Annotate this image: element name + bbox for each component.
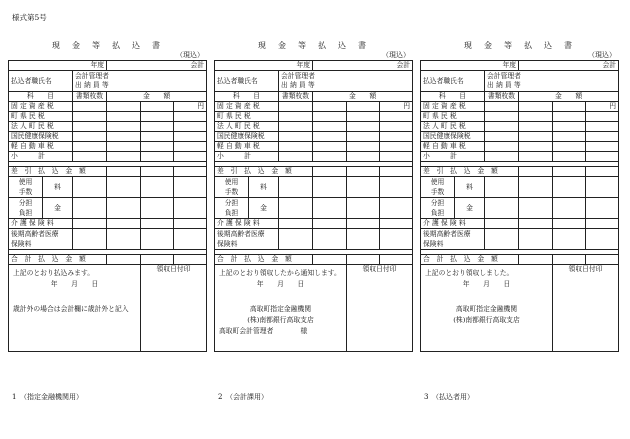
amount-cell[interactable] [313,229,347,250]
amount-cell[interactable] [347,198,380,219]
item-label: 小 計 [421,152,485,162]
item-row [215,112,413,122]
message-area [421,265,553,352]
amount-cell[interactable] [174,255,207,265]
slip-footer: 1 （指定金融機関用） [12,393,83,401]
elderly-insurance-text: 後期高齢者医療 [217,230,265,238]
amount-cell[interactable] [380,132,413,142]
date-line: 年 月 日 [256,280,305,288]
amount-cell[interactable] [107,142,141,152]
amount-cell[interactable] [107,112,141,122]
amount-cell[interactable] [174,219,207,229]
count-cell[interactable] [73,229,107,250]
amount-cell[interactable] [313,122,347,132]
amount-cell[interactable] [553,142,586,152]
elderly-insurance-text: 保険料 [217,240,238,248]
usage-fee-text: 手数 [18,188,33,196]
item-label: 国民健康保険税 [421,132,485,142]
count-cell[interactable] [279,132,313,142]
amount-cell[interactable] [553,132,586,142]
amount-cell[interactable] [141,198,174,219]
count-cell[interactable] [485,152,519,162]
amount-cell[interactable] [553,177,586,198]
amount-cell[interactable] [141,132,174,142]
date-line: 年 月 日 [462,280,511,288]
amount-cell[interactable] [347,122,380,132]
item-label: 国民健康保険税 [9,132,73,142]
payment-slip [8,40,206,400]
column-count: 書類枚数 [73,92,107,102]
usage-fee-a [421,177,455,198]
deduction-label: 差 引 払 込 金 額 [421,167,519,177]
message-area [215,265,347,352]
amount-cell[interactable] [553,255,586,265]
amount-cell[interactable] [519,102,553,112]
count-cell[interactable] [485,229,519,250]
amount-cell[interactable] [313,219,347,229]
count-cell[interactable] [279,177,313,198]
amount-cell[interactable] [174,132,207,142]
count-cell[interactable] [279,198,313,219]
count-cell[interactable] [279,152,313,162]
amount-cell[interactable] [107,102,141,112]
usage-fee-text: 手数 [430,188,445,196]
amount-cell[interactable] [553,229,586,250]
payment-slip [214,40,412,400]
amount-cell[interactable] [380,112,413,122]
amount-cell[interactable] [347,219,380,229]
payer-value[interactable] [279,71,413,92]
item-label: 町 県 民 税 [421,112,485,122]
bank-line: 高取町指定金融機関 [455,305,518,313]
slip-footer: 3 （払込者用） [424,393,474,401]
amount-cell[interactable] [141,152,174,162]
amount-cell[interactable] [586,112,619,122]
slip-title: 現 金 等 払 込 書 [52,41,162,50]
item-row [215,102,413,112]
item-label: 法 人 町 民 税 [9,122,73,132]
amount-cell[interactable] [141,167,174,177]
count-cell[interactable] [73,198,107,219]
item-row [9,112,207,122]
item-label: 町 県 民 税 [215,112,279,122]
payer-label: 払込者職氏名 [215,71,279,92]
amount-cell[interactable] [107,229,141,250]
amount-cell[interactable] [174,122,207,132]
amount-cell[interactable] [107,167,141,177]
fiscal-year-cell[interactable]: 年度 [421,61,519,71]
amount-cell[interactable] [347,132,380,142]
amount-cell[interactable] [347,152,380,162]
slip-message: 上記のとおり領収しました。 [425,269,514,277]
item-row [421,102,619,112]
amount-cell[interactable] [313,255,347,265]
item-label: 軽 自 動 車 税 [9,142,73,152]
fiscal-year-cell[interactable]: 年度 [9,61,107,71]
usage-fee-c: 料 [43,177,73,198]
count-cell[interactable] [73,142,107,152]
amount-cell[interactable] [519,255,553,265]
share-fee-c: 金 [249,198,279,219]
receipt-stamp-label: 領収日付印 [156,265,191,273]
fiscal-year-cell[interactable]: 年度 [215,61,313,71]
amount-cell[interactable] [519,198,553,219]
payer-label: 払込者職氏名 [9,71,73,92]
share-fee-text: 分担 [224,199,239,207]
amount-cell[interactable] [141,255,174,265]
share-fee-text: 分担 [18,199,33,207]
column-amount: 金 額 [313,92,413,102]
count-cell[interactable] [73,219,107,229]
elderly-insurance-label [9,229,73,250]
amount-cell[interactable] [107,132,141,142]
amount-cell[interactable] [519,112,553,122]
column-amount: 金 額 [107,92,207,102]
count-cell[interactable] [73,177,107,198]
item-label: 法 人 町 民 税 [215,122,279,132]
elderly-insurance-text: 保険料 [11,240,32,248]
amount-cell[interactable] [141,177,174,198]
bank-line: 高取町指定金融機関 [249,305,312,313]
item-row [421,132,619,142]
share-fee-text: 負担 [224,209,239,217]
account-cell[interactable]: 会計 [107,61,207,71]
amount-cell[interactable] [553,219,586,229]
slip-title: 現 金 等 払 込 書 [464,41,574,50]
amount-cell[interactable] [347,112,380,122]
amount-cell[interactable] [553,167,586,177]
yen-unit: 円 [586,102,619,112]
signer-line: 高取町会計管理者 様 [219,327,308,335]
yen-unit: 円 [380,102,413,112]
amount-cell[interactable] [519,177,553,198]
total-label: 合 計 払 込 金 額 [9,255,107,265]
amount-cell[interactable] [553,152,586,162]
amount-cell[interactable] [347,255,380,265]
amount-cell[interactable] [586,152,619,162]
amount-cell[interactable] [553,102,586,112]
amount-cell[interactable] [313,177,347,198]
item-label: 固 定 資 産 税 [9,102,73,112]
item-row [215,132,413,142]
share-fee-c: 金 [455,198,485,219]
care-insurance-label: 介 護 保 険 料 [215,219,279,229]
amount-cell[interactable] [586,142,619,152]
amount-cell[interactable] [174,167,207,177]
amount-cell[interactable] [586,219,619,229]
deduction-label: 差 引 払 込 金 額 [215,167,313,177]
count-cell[interactable] [279,142,313,152]
item-label: 固 定 資 産 税 [421,102,485,112]
slip-form-table [214,60,413,352]
total-label: 合 計 払 込 金 額 [215,255,313,265]
amount-cell[interactable] [174,112,207,122]
slip-form-table [420,60,619,352]
amount-cell[interactable] [380,198,413,219]
count-cell[interactable] [73,112,107,122]
slip-subtitle: （現込） [588,51,616,59]
item-label: 固 定 資 産 税 [215,102,279,112]
bank-line: (株)南都銀行高取支店 [453,316,520,324]
item-row [9,102,207,112]
usage-fee-text: 使用 [430,178,445,186]
amount-cell[interactable] [519,122,553,132]
count-cell[interactable] [485,142,519,152]
amount-cell[interactable] [380,142,413,152]
item-row [9,132,207,142]
amount-cell[interactable] [519,142,553,152]
elderly-insurance-label [421,229,485,250]
amount-cell[interactable] [141,102,174,112]
column-count: 書類枚数 [485,92,519,102]
receipt-stamp-label: 領収日付印 [568,265,603,273]
amount-cell[interactable] [586,255,619,265]
usage-fee-text: 使用 [224,178,239,186]
care-insurance-label: 介 護 保 険 料 [421,219,485,229]
slip-title: 現 金 等 払 込 書 [258,41,368,50]
receipt-stamp-box [347,265,413,352]
amount-cell[interactable] [347,177,380,198]
item-row [421,142,619,152]
amount-cell[interactable] [380,255,413,265]
column-item: 科 目 [9,92,73,102]
count-cell[interactable] [279,219,313,229]
form-number: 様式第5号 [12,13,47,22]
account-cell[interactable]: 会計 [313,61,413,71]
amount-cell[interactable] [107,198,141,219]
payer-value[interactable] [485,71,619,92]
payer-label: 払込者職氏名 [421,71,485,92]
amount-cell[interactable] [313,142,347,152]
care-insurance-label: 介 護 保 険 料 [9,219,73,229]
count-cell[interactable] [485,198,519,219]
amount-cell[interactable] [380,229,413,250]
usage-fee-a [215,177,249,198]
payer-title-1: 会計管理者 [487,72,521,80]
item-label: 町 県 民 税 [9,112,73,122]
elderly-insurance-label [215,229,279,250]
amount-cell[interactable] [141,229,174,250]
share-fee-a [421,198,455,219]
item-label: 小 計 [9,152,73,162]
count-cell[interactable] [485,102,519,112]
item-row [9,122,207,132]
amount-cell[interactable] [586,167,619,177]
usage-fee-a [9,177,43,198]
usage-fee-text: 手数 [224,188,239,196]
item-row [9,142,207,152]
amount-cell[interactable] [380,177,413,198]
receipt-stamp-label: 領収日付印 [362,265,397,273]
payer-title-2: 出 納 員 等 [487,81,521,89]
usage-fee-c: 料 [455,177,485,198]
amount-cell[interactable] [313,167,347,177]
share-fee-a [215,198,249,219]
amount-cell[interactable] [519,132,553,142]
column-amount: 金 額 [519,92,619,102]
amount-cell[interactable] [141,142,174,152]
slip-message: 上記のとおり領収したから通知します。 [219,269,341,277]
usage-fee-c: 料 [249,177,279,198]
yen-unit: 円 [174,102,207,112]
share-fee-text: 分担 [430,199,445,207]
count-cell[interactable] [485,122,519,132]
item-label: 法 人 町 民 税 [421,122,485,132]
count-cell[interactable] [279,102,313,112]
amount-cell[interactable] [174,152,207,162]
count-cell[interactable] [73,102,107,112]
amount-cell[interactable] [313,198,347,219]
item-label: 軽 自 動 車 税 [215,142,279,152]
count-cell[interactable] [73,152,107,162]
amount-cell[interactable] [519,229,553,250]
count-cell[interactable] [485,177,519,198]
amount-cell[interactable] [107,255,141,265]
receipt-stamp-box [141,265,207,352]
amount-cell[interactable] [174,229,207,250]
amount-cell[interactable] [347,167,380,177]
amount-cell[interactable] [380,219,413,229]
elderly-insurance-text: 後期高齢者医療 [423,230,471,238]
receipt-stamp-box [553,265,619,352]
payer-title-2: 出 納 員 等 [281,81,315,89]
date-line: 年 月 日 [50,280,99,288]
item-row [215,142,413,152]
amount-cell[interactable] [107,219,141,229]
amount-cell[interactable] [586,198,619,219]
slip-form-table [8,60,207,352]
slip-subtitle: （現込） [382,51,410,59]
amount-cell[interactable] [519,167,553,177]
amount-cell[interactable] [347,229,380,250]
usage-fee-text: 使用 [18,178,33,186]
column-item: 科 目 [421,92,485,102]
item-row [215,122,413,132]
item-label: 軽 自 動 車 税 [421,142,485,152]
account-cell[interactable]: 会計 [519,61,619,71]
amount-cell[interactable] [174,177,207,198]
deduction-label: 差 引 払 込 金 額 [9,167,107,177]
amount-cell[interactable] [586,122,619,132]
amount-cell[interactable] [107,152,141,162]
amount-cell[interactable] [553,198,586,219]
amount-cell[interactable] [586,177,619,198]
amount-cell[interactable] [313,132,347,142]
elderly-insurance-text: 保険料 [423,240,444,248]
payer-title-1: 会計管理者 [281,72,315,80]
elderly-insurance-text: 後期高齢者医療 [11,230,59,238]
amount-cell[interactable] [519,152,553,162]
item-row [421,122,619,132]
amount-cell[interactable] [519,219,553,229]
amount-cell[interactable] [347,102,380,112]
amount-cell[interactable] [380,152,413,162]
share-fee-text: 負担 [430,209,445,217]
slip-footer: 2 （会計課用） [218,393,268,401]
item-row [421,152,619,162]
count-cell[interactable] [73,132,107,142]
count-cell[interactable] [485,132,519,142]
item-row [215,152,413,162]
amount-cell[interactable] [553,122,586,132]
amount-cell[interactable] [141,122,174,132]
amount-cell[interactable] [174,142,207,152]
total-label: 合 計 払 込 金 額 [421,255,519,265]
share-fee-a [9,198,43,219]
slip-note: 歳計外の場合は会計欄に歳計外と記入 [13,305,129,313]
count-cell[interactable] [485,112,519,122]
amount-cell[interactable] [107,177,141,198]
slip-subtitle: （現込） [176,51,204,59]
amount-cell[interactable] [141,219,174,229]
slip-message: 上記のとおり払込みます。 [13,269,95,277]
payer-value[interactable] [73,71,207,92]
share-fee-c: 金 [43,198,73,219]
count-cell[interactable] [73,122,107,132]
amount-cell[interactable] [347,142,380,152]
amount-cell[interactable] [313,112,347,122]
amount-cell[interactable] [174,198,207,219]
payer-title-2: 出 納 員 等 [75,81,109,89]
bank-line: (株)南都銀行高取支店 [247,316,314,324]
amount-cell[interactable] [553,112,586,122]
item-label: 国民健康保険税 [215,132,279,142]
amount-cell[interactable] [313,102,347,112]
amount-cell[interactable] [586,132,619,142]
amount-cell[interactable] [313,152,347,162]
payer-title-1: 会計管理者 [75,72,109,80]
message-area [9,265,141,352]
amount-cell[interactable] [141,112,174,122]
amount-cell[interactable] [380,167,413,177]
count-cell[interactable] [279,229,313,250]
payment-slip [420,40,618,400]
count-cell[interactable] [279,112,313,122]
column-item: 科 目 [215,92,279,102]
item-label: 小 計 [215,152,279,162]
column-count: 書類枚数 [279,92,313,102]
amount-cell[interactable] [586,229,619,250]
amount-cell[interactable] [107,122,141,132]
item-row [9,152,207,162]
count-cell[interactable] [279,122,313,132]
share-fee-text: 負担 [18,209,33,217]
amount-cell[interactable] [380,122,413,132]
count-cell[interactable] [485,219,519,229]
item-row [421,112,619,122]
